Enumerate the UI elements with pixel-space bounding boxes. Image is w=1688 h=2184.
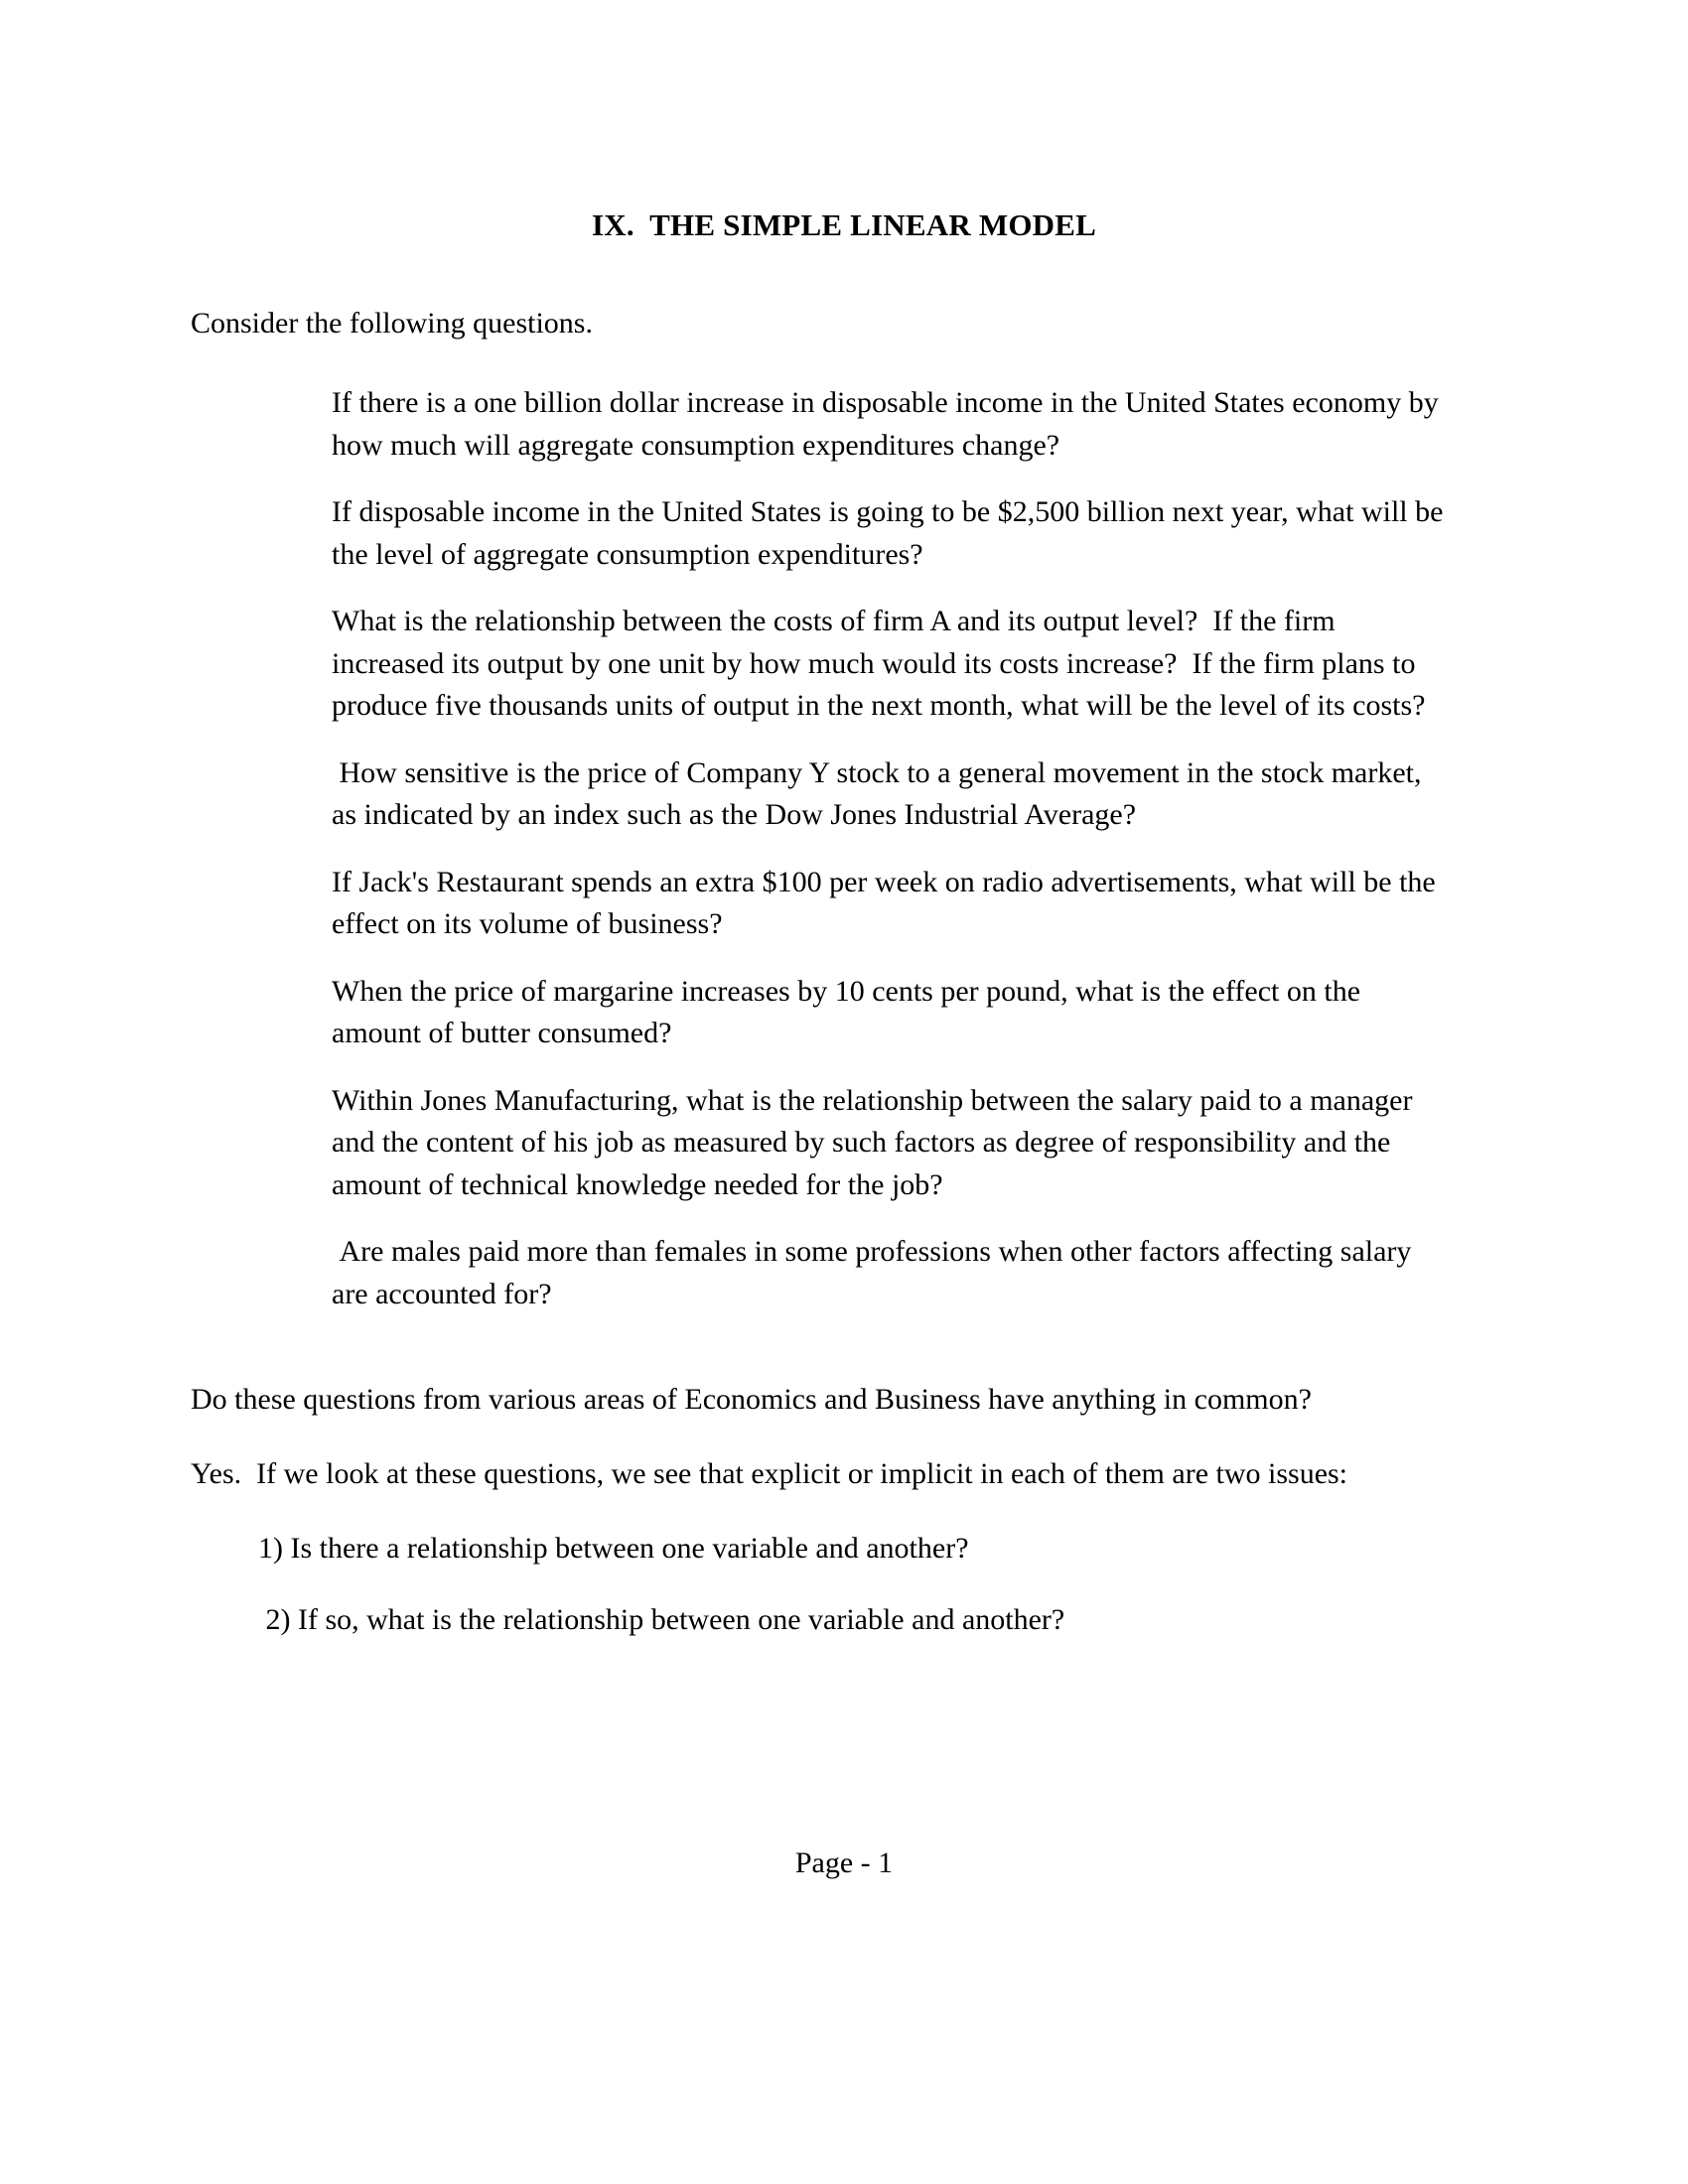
question-list <box>191 382 1499 1315</box>
page-footer: Page - 1 <box>794 1846 894 1879</box>
lead-paragraph: Consider the following questions. <box>191 307 593 340</box>
question-item: How sensitive is the price of Company Y stock to a general movement in the stock market, as indicated by an index such as the Dow Jones Industrial Average? <box>332 755 1430 831</box>
question-item: When the price of margarine increases by 10 cents per pound, what is the effect on the amount of butter consumed? <box>332 974 1368 1049</box>
question-item: If Jack's Restaurant spends an extra $100 per week on radio advertisements, what will be the effect on its volume of business? <box>332 865 1444 940</box>
question-item: If disposable income in the United States is going to be $2,500 billion next year, what will be the level of aggregate consumption expenditures? <box>332 495 1451 571</box>
question-item: Within Jones Manufacturing, what is the relationship between the salary paid to a manager and the content of his job as measured by such factors as degree of responsibility and the amount of technical knowledge needed for the job? <box>332 1083 1420 1201</box>
question-item: What is the relationship between the costs of firm A and its output level? If the firm increased its output by one unit by how much would its costs increase? If the firm plans to produce five thousands units of output in the next month, what will be the level of its costs? <box>332 605 1426 722</box>
document-body <box>191 303 1499 1641</box>
closing-paragraph: Yes. If we look at these questions, we see that explicit or implicit in each of them are two issues: <box>191 1457 1348 1490</box>
question-item: Are males paid more than females in some professions when other factors affecting salary are accounted for? <box>332 1235 1419 1310</box>
question-item: If there is a one billion dollar increase in disposable income in the United States economy by how much will aggregate consumption expenditures change? <box>332 386 1447 462</box>
issue-list <box>191 1528 1499 1641</box>
closing-section <box>191 1379 1499 1641</box>
closing-paragraph: Do these questions from various areas of Economics and Business have anything in common? <box>191 1383 1312 1416</box>
issue-item: 1) Is there a relationship between one variable and another? <box>258 1532 969 1565</box>
page-title: IX. THE SIMPLE LINEAR MODEL <box>591 206 1096 242</box>
issue-item: 2) If so, what is the relationship between one variable and another? <box>258 1603 1065 1636</box>
